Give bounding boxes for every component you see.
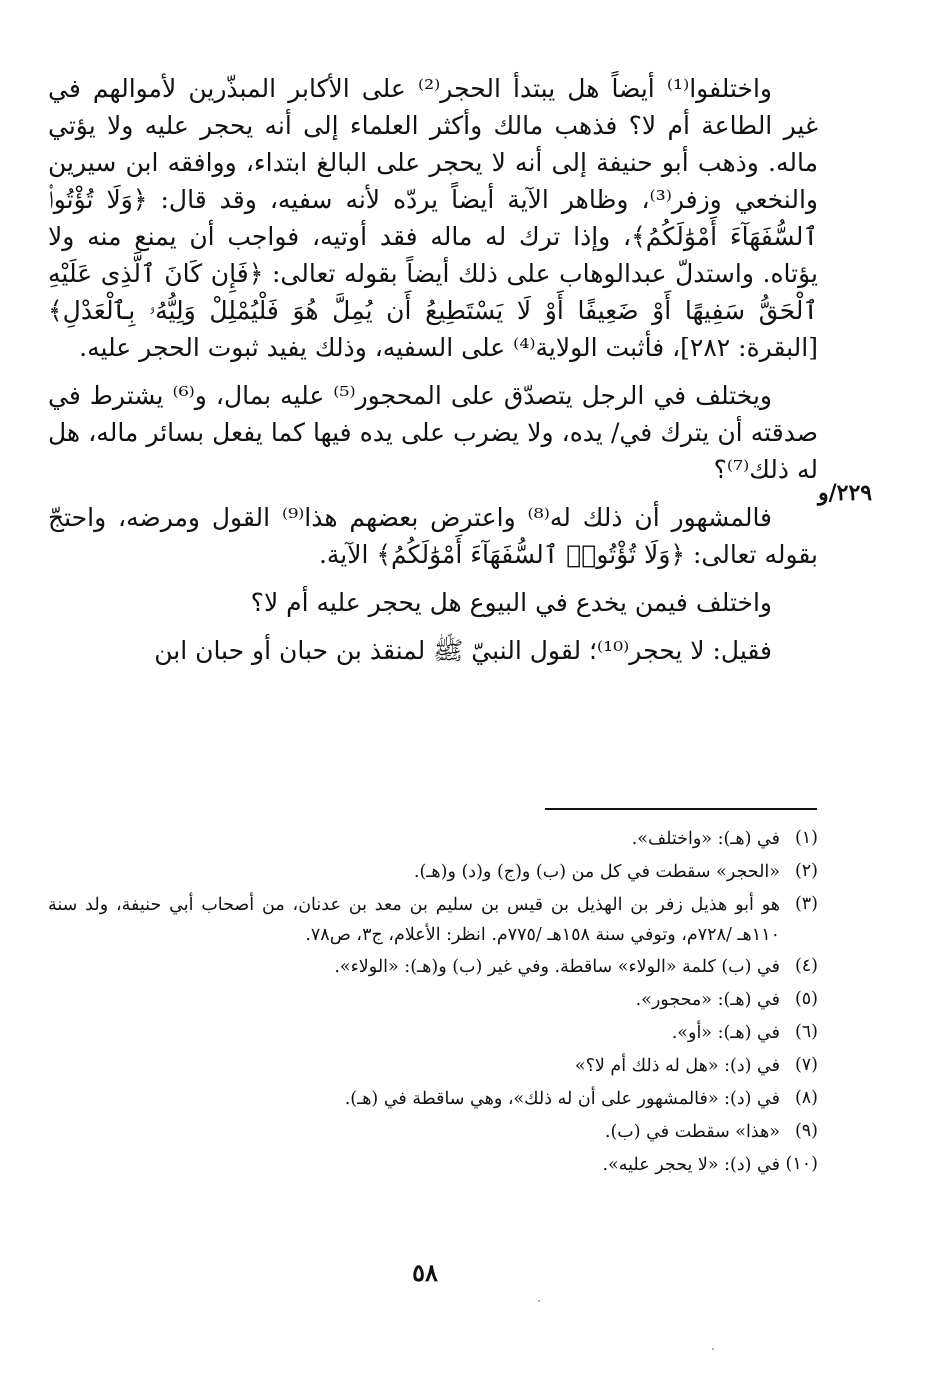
footnote-number: (٩) bbox=[794, 1121, 818, 1141]
footnote bbox=[48, 888, 818, 950]
footnote-number: (٦) bbox=[794, 1022, 818, 1042]
footnote bbox=[48, 855, 818, 888]
page-number: ٥٨ bbox=[412, 1258, 438, 1287]
footnote-text: في (هـ): «واختلف». bbox=[631, 829, 780, 849]
footnote bbox=[48, 983, 818, 1016]
main-text bbox=[48, 70, 818, 669]
footnote-text: في (د): «لا يحجر عليه». bbox=[602, 1155, 780, 1175]
footnote-number: (٢) bbox=[794, 861, 818, 881]
footnote-number: (١) bbox=[794, 828, 818, 848]
footnote bbox=[48, 822, 818, 855]
paragraph-2: ويختلف في الرجل يتصدّق على المحجور⁽⁵⁾ عليه بمال، و⁽⁶⁾ يشترط في صدقته أن يترك في/ يده، ولا يضرب على يده فيها كما يفعل بسائر ماله، هل له ذلك⁽⁷⁾؟ bbox=[48, 381, 818, 484]
footnote-text: في (د): «هل له ذلك أم لا؟» bbox=[574, 1056, 780, 1076]
footnote-number: (٨) bbox=[794, 1088, 818, 1108]
footnote-number: (٤) bbox=[794, 956, 818, 976]
footnote-text: «هذا» سقطت في (ب). bbox=[604, 1122, 780, 1142]
paragraph-5: فقيل: لا يحجر⁽¹⁰⁾؛ لقول النبيّ ﷺ لمنقذ بن حبان أو حبان ابن bbox=[154, 636, 772, 665]
footnote bbox=[48, 1049, 818, 1082]
footnote-text: في (ب) كلمة «الولاء» ساقطة. وفي غير (ب) و(هـ): «الولاء». bbox=[334, 957, 780, 977]
paragraph-1: واختلفوا⁽¹⁾ أيضاً هل يبتدأ الحجر⁽²⁾ على الأكابر المبذّرين لأموالهم في غير الطاعة أم لا؟ فذهب مالك وأكثر العلماء إلى أنه يحجر عليه ولا يؤتي ماله. وذهب أبو حنيفة إلى أنه لا يحجر على البالغ ابتداء، ووافقه ابن سيرين والنخعي وزفر⁽³⁾، وظاهر الآية أيضاً يردّه لأنه سفيه، وقد قال: ﴿وَلَا تُؤْتُوا۟ ٱلسُّفَهَآءَ أَمْوَٰلَكُمُ﴾، وإذا ترك له ماله فقد أوتيه، فواجب أن يمنع منه ولا يؤتاه. واستدلّ عبدالوهاب على ذلك أيضاً بقوله تعالى: ﴿فَإِن كَانَ ٱلَّذِى عَلَيْهِ ٱلْحَقُّ سَفِيهًا أَوْ ضَعِيفًا أَوْ لَا يَسْتَطِيعُ أَن يُمِلَّ هُوَ فَلْيُمْلِلْ وَلِيُّهُۥ بِٱلْعَدْلِ﴾ [البقرة: ٢٨٢]، فأثبت الولاية⁽⁴⁾ على السفيه، وذلك يفيد ثبوت الحجر عليه. bbox=[48, 74, 818, 362]
footnote-text: في (هـ): «محجور». bbox=[635, 990, 780, 1010]
footnote-divider bbox=[545, 808, 817, 810]
manuscript-folio-note: ٢٢٩/و bbox=[818, 480, 873, 506]
footnote-text: في (د): «فالمشهور على أن له ذلك»، وهي ساقطة في (هـ). bbox=[344, 1089, 780, 1109]
footnote bbox=[48, 1115, 818, 1148]
footnote-number: (٣) bbox=[794, 894, 818, 914]
footnote-number: (١٠) bbox=[785, 1154, 818, 1174]
paragraph-4: واختلف فيمن يخدع في البيوع هل يحجر عليه أم لا؟ bbox=[250, 588, 772, 617]
footnote bbox=[48, 1148, 818, 1181]
footnote bbox=[48, 950, 818, 983]
footnotes bbox=[48, 822, 818, 1181]
footnote-text: في (هـ): «أو». bbox=[671, 1023, 780, 1043]
footnote-text: هو أبو هذيل زفر بن الهذيل بن قيس بن سليم بن معد بن عدنان، من أصحاب أبي حنيفة، ولد سنة ١١٠هـ /٧٢٨م، وتوفي سنة ١٥٨هـ /٧٧٥م. انظر: الأعلام، ج٣، ص٧٨. bbox=[48, 895, 780, 945]
footnote bbox=[48, 1016, 818, 1049]
footnote-number: (٧) bbox=[794, 1055, 818, 1075]
paragraph-3: فالمشهور أن ذلك له⁽⁸⁾ واعترض بعضهم هذا⁽⁹⁾ القول ومرضه، واحتجّ بقوله تعالى: ﴿وَلَا تُؤْتُوا۟ ٱلسُّفَهَآءَ أَمْوَٰلَكُمُ﴾ الآية. bbox=[48, 503, 818, 569]
footnote-text: «الحجر» سقطت في كل من (ب) و(ج) و(د) و(هـ). bbox=[413, 862, 780, 882]
footnote bbox=[48, 1082, 818, 1115]
scan-speck bbox=[712, 1348, 714, 1350]
footnote-number: (٥) bbox=[794, 989, 818, 1009]
scan-speck bbox=[538, 1300, 540, 1302]
